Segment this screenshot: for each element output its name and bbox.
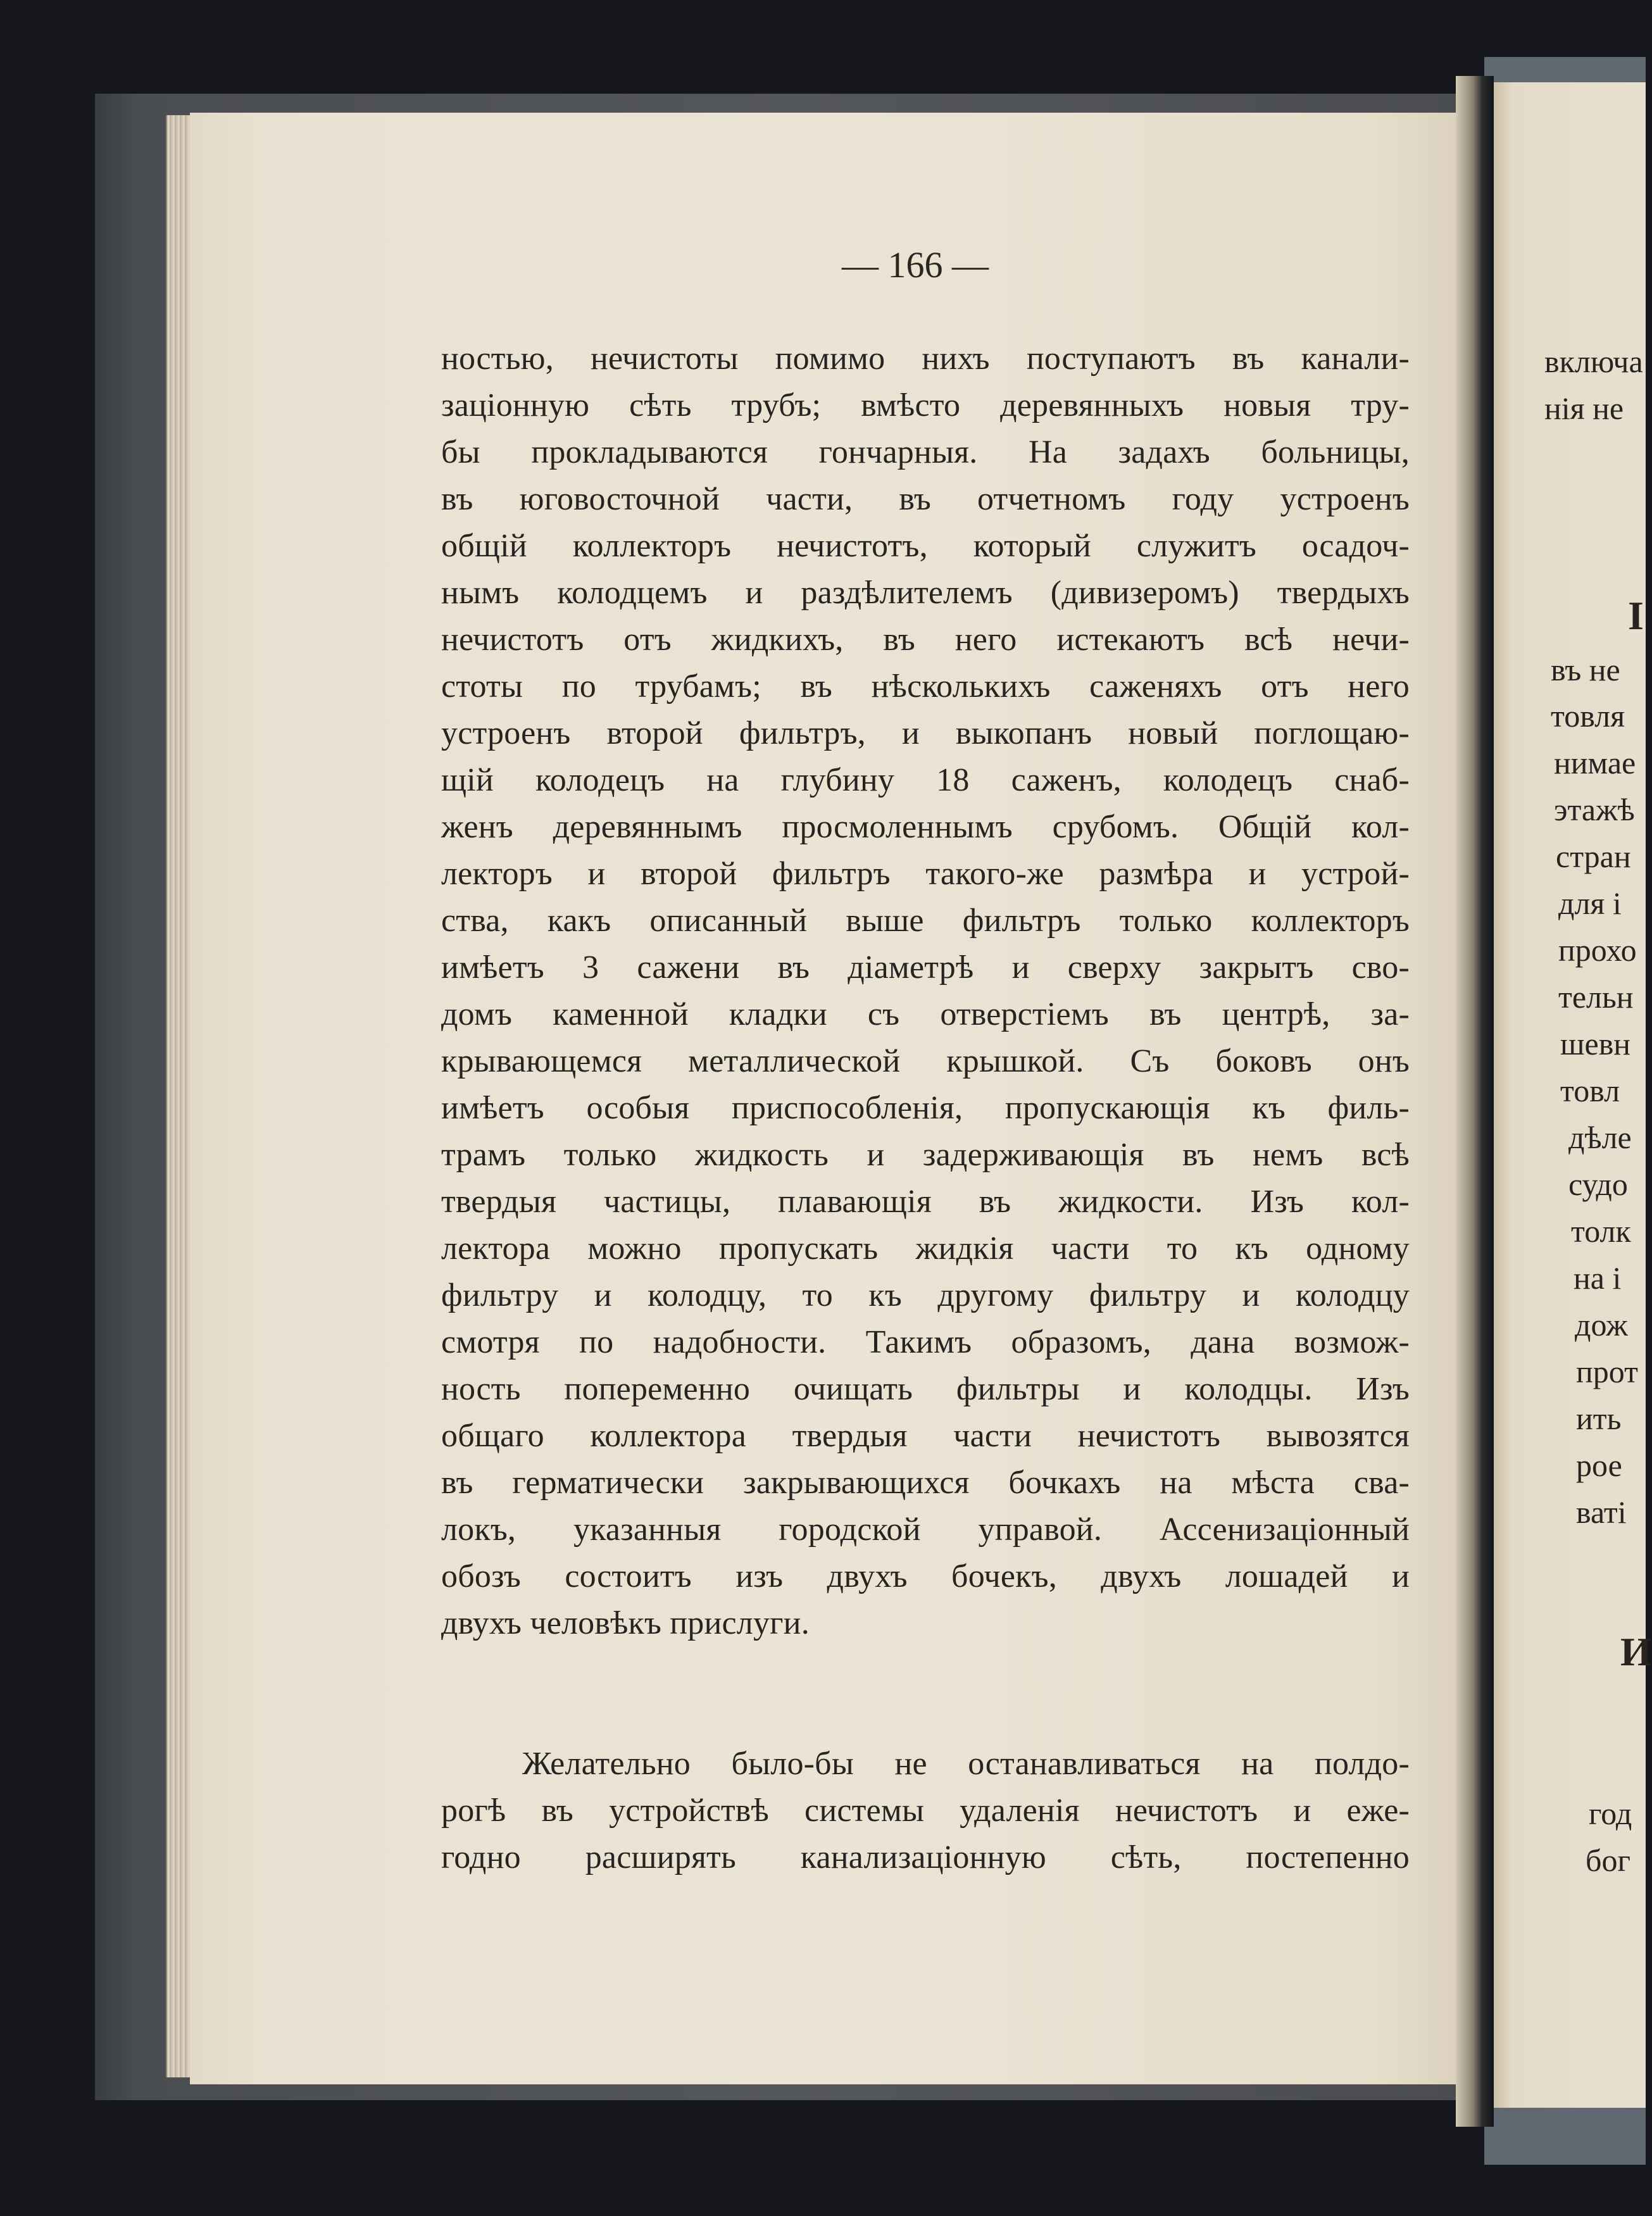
text-line: заціонную сѣть трубъ; вмѣсто деревянныхъ новыя тру- bbox=[441, 387, 1410, 423]
text-line: общій коллекторъ нечистотъ, который служитъ осадоч- bbox=[441, 528, 1410, 564]
facing-page-fragment: нія не bbox=[1544, 391, 1624, 426]
facing-page-fragment: на і bbox=[1574, 1260, 1622, 1296]
text-line: ность попеременно очищать фильтры и колодцы. Изъ bbox=[441, 1371, 1410, 1407]
facing-page-fragment: въ не bbox=[1551, 652, 1620, 687]
text-line: въ герматически закрывающихся бочкахъ на мѣста сва- bbox=[441, 1465, 1410, 1501]
facing-page-fragment: товл bbox=[1560, 1073, 1620, 1108]
facing-page-fragment: прохо bbox=[1558, 932, 1637, 968]
text-line: годно расширять канализаціонную сѣть, постепенно bbox=[441, 1839, 1410, 1875]
facing-page-fragment: рое bbox=[1576, 1448, 1622, 1483]
text-line: локъ, указанныя городской управой. Ассенизаціонный bbox=[441, 1512, 1410, 1548]
facing-page-fragment: дѣле bbox=[1568, 1120, 1632, 1155]
page-number: — 166 — bbox=[842, 244, 989, 285]
facing-page-fragment: тельн bbox=[1558, 979, 1634, 1015]
text-line: фильтру и колодцу, то къ другому фильтру и колодцу bbox=[441, 1277, 1410, 1313]
text-line: лектора можно пропускать жидкія части то къ одному bbox=[441, 1230, 1410, 1267]
facing-page-fragment: шевн bbox=[1560, 1026, 1631, 1061]
text-line: общаго коллектора твердыя части нечистотъ вывозятся bbox=[441, 1418, 1410, 1454]
facing-page-fragment: стран bbox=[1556, 839, 1631, 874]
facing-page-fragment: товля bbox=[1551, 698, 1625, 734]
facing-page-fragment: для і bbox=[1558, 886, 1622, 921]
facing-page-fragment: дож bbox=[1575, 1307, 1628, 1343]
text-line: крывающемся металлической крышкой. Съ боковъ онъ bbox=[441, 1043, 1410, 1079]
text-line: въ юговосточной части, въ отчетномъ году устроенъ bbox=[441, 481, 1410, 517]
facing-page-fragment: прот bbox=[1576, 1354, 1638, 1389]
text-line: нымъ колодцемъ и раздѣлителемъ (дивизеромъ) твердыхъ bbox=[441, 575, 1410, 611]
book-gutter bbox=[1456, 76, 1494, 2127]
text-line: домъ каменной кладки съ отверстіемъ въ центрѣ, за- bbox=[441, 996, 1410, 1032]
text-line: женъ деревяннымъ просмоленнымъ срубомъ. Общій кол- bbox=[441, 809, 1410, 845]
facing-page-fragment: И bbox=[1620, 1629, 1652, 1674]
paragraph-1 bbox=[441, 335, 1410, 1647]
facing-page-fragment: год bbox=[1589, 1796, 1632, 1831]
text-line: имѣетъ особыя приспособленія, пропускающія къ филь- bbox=[441, 1090, 1410, 1126]
facing-page-fragment: ить bbox=[1576, 1401, 1622, 1436]
text-line: щій колодецъ на глубину 18 саженъ, колодецъ снаб- bbox=[441, 762, 1410, 798]
text-line: бы прокладываются гончарныя. На задахъ больницы, bbox=[441, 434, 1410, 470]
text-line: имѣетъ 3 сажени въ діаметрѣ и сверху закрытъ сво- bbox=[441, 949, 1410, 986]
facing-page-fragment: ваті bbox=[1576, 1494, 1627, 1530]
facing-page-fragment: нимае bbox=[1554, 745, 1636, 780]
text-line: лекторъ и второй фильтръ такого-же размѣра и устрой- bbox=[441, 856, 1410, 892]
text-line: двухъ человѣкъ прислуги. bbox=[441, 1605, 810, 1641]
text-line: обозъ состоитъ изъ двухъ бочекъ, двухъ лошадей и bbox=[441, 1558, 1410, 1594]
text-line: ностью, нечистоты помимо нихъ поступаютъ въ канали- bbox=[441, 341, 1410, 377]
text-line: устроенъ второй фильтръ, и выкопанъ новый поглощаю- bbox=[441, 715, 1410, 751]
facing-page-fragment: включа bbox=[1544, 344, 1643, 379]
facing-page-fragment: I bbox=[1628, 593, 1644, 638]
text-line: Желательно было-бы не останавливаться на полдо- bbox=[522, 1746, 1410, 1782]
text-line: нечистотъ отъ жидкихъ, въ него истекаютъ всѣ нечи- bbox=[441, 622, 1410, 658]
page-edges bbox=[166, 115, 192, 2077]
text-line: твердыя частицы, плавающія въ жидкости. Изъ кол- bbox=[441, 1184, 1410, 1220]
text-line: трамъ только жидкость и задерживающія въ немъ всѣ bbox=[441, 1137, 1410, 1173]
facing-page-fragment: судо bbox=[1568, 1167, 1628, 1202]
facing-page-fragment: толк bbox=[1571, 1213, 1631, 1249]
text-line: смотря по надобности. Такимъ образомъ, дана возмож- bbox=[441, 1324, 1410, 1360]
facing-page-fragment: бог bbox=[1586, 1843, 1630, 1878]
text-line: ства, какъ описанный выше фильтръ только коллекторъ bbox=[441, 903, 1410, 939]
text-line: рогѣ въ устройствѣ системы удаленія нечистотъ и еже- bbox=[441, 1793, 1410, 1829]
facing-page-fragment: этажѣ bbox=[1554, 792, 1635, 827]
text-line: стоты по трубамъ; въ нѣсколькихъ саженяхъ отъ него bbox=[441, 668, 1410, 704]
paragraph-2 bbox=[441, 1741, 1410, 1881]
